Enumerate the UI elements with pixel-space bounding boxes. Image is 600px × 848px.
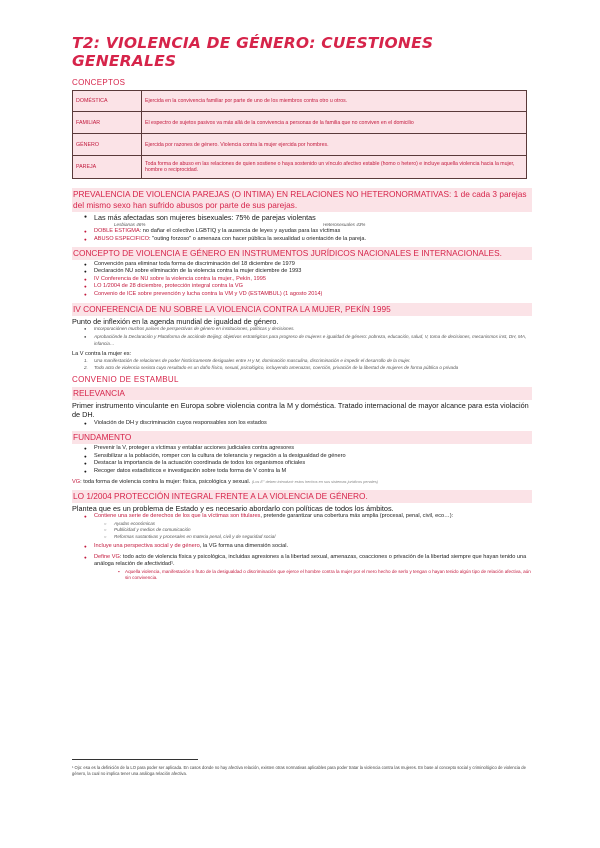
section-heading-concepto: CONCEPTO DE VIOLENCIA E GÉNERO EN INSTRUMENTOS JURÍDICOS NACIONALES E INTERNACIONALES. <box>72 247 532 260</box>
lav-item-text: Una manifestación de relaciones de poder históricamente desiguales entre H y M, dominación masculina, discriminación e impedir el desarrollo de la mujer. <box>94 358 411 364</box>
pekin-lead: Punto de inflexión en la agenda mundial de igualdad de género. <box>72 316 279 326</box>
list-item: ▪ Aquella violencia, manifestación o fruto de la desigualdad o discriminación que ejerce el hombre contra la mujer por el mero hecho de serlo y tengan o hayan tenido algún tipo de relación afectiva, aún sin convivencia. <box>72 569 532 581</box>
lo-list-2 <box>72 543 532 569</box>
document-page <box>72 34 532 581</box>
lo-list <box>72 513 532 521</box>
subheading-fundamento: FUNDAMENTO <box>72 431 532 444</box>
list-item <box>72 228 532 236</box>
vg-label: VG <box>72 478 81 485</box>
list-item: ● LO 1/2004 de 28 diciembre, protección integral contra la VG <box>72 283 532 291</box>
term-cell: FAMILIAR <box>73 112 142 134</box>
lo-derechos-text: , pretende garantizar una cobertura más amplia (procesal, penal, civil, eco…): <box>260 513 454 520</box>
list-item: ○ Publicidad y medios de comunicación <box>72 527 532 533</box>
list-item: ● Prevenir la V, proteger a víctimas y entablar acciones judiciales contra agresores <box>72 445 532 453</box>
doble-estigma-label: DOBLE ESTIGMA <box>94 228 140 235</box>
definition-cell: El espectro de sujetos pasivos va más allá de la convivencia a personas de la familia que no conviven en el domicilio <box>142 112 527 134</box>
list-item <box>72 513 532 521</box>
lav-title: La V contra la mujer es: <box>72 350 132 357</box>
relevancia-text: Primer instrumento vinculante en Europa sobre violencia contra la M y doméstica. Tratado internacional de mayor alcance para esta violación de DH. <box>72 400 529 420</box>
list-item: 2. Todo acto de violencia sexista cuyo resultado es un daño físico, sexual, psicológico, incluyendo amenazas, coerción, privación de la libertad de mujeres de forma pública o privada <box>84 364 459 370</box>
list-item <box>72 236 532 244</box>
section-heading-pekin: IV CONFERENCIA DE NU SOBRE LA VIOLENCIA CONTRA LA MUJER, PEKÍN 1995 <box>72 303 532 316</box>
section-heading-estambul: CONVENIO DE ESTAMBUL <box>72 374 179 384</box>
list-item: ● Las más afectadas son mujeres bisexuales: 75% de parejas violentas <box>72 213 532 222</box>
prevalencia-list-2 <box>72 228 532 243</box>
subheading-relevancia: RELEVANCIA <box>72 387 532 400</box>
lo-lead: Plantea que es un problema de Estado y es necesario abordarlo con políticas de todos los ámbitos. <box>72 504 394 514</box>
vg-text: : toda forma de violencia contra la mujer: física, psicológica y sexual. <box>80 478 251 485</box>
list-item: ● Declaración NU sobre eliminación de la violencia contra la mujer diciembre de 1993 <box>72 268 532 276</box>
section-heading-conceptos: CONCEPTOS <box>72 78 126 87</box>
list-item <box>72 554 532 569</box>
lav-list <box>72 358 532 371</box>
list-item: ● IV Conferencia de NU sobre la violencia contra la mujer., Pekín, 1995 <box>72 276 532 284</box>
sub-stat-lesbianas: Lesbianas 46% <box>114 222 146 227</box>
definition-cell: Ejercida en la convivencia familiar por parte de uno de los miembros contra otro u otros. <box>142 91 527 112</box>
list-item: ● Aprobaciónde la Declaración y Plataforma de acciónde Beijing: objetivos estratégicos para progreso de mujeres e igualdad de género: pobreza, educación, salud, V, toma de decisiones, mecanismos inst, DH, MA, infancia… <box>72 334 532 347</box>
lo-sublist <box>72 521 532 540</box>
table-row <box>73 112 527 134</box>
sub-stat-heterosexuales: Heterosexuales 43% <box>323 222 366 227</box>
instrumentos-list <box>72 261 532 299</box>
list-item: 1. Una manifestación de relaciones de poder históricamente desiguales entre H y M, dominación masculina, discriminación e impedir el desarrollo de la mujer. <box>84 358 411 364</box>
abuso-especifico-label: ABUSO ESPECIFICO <box>94 236 150 242</box>
page-title: T2: VIOLENCIA DE GÉNERO: CUESTIONES GENERALES <box>72 34 434 70</box>
definition-cell: Toda forma de abuso en las relaciones de quien sostiene o haya sostenido un vínculo afectivo estable (homo o hetero) e incluye aquella violencia hacia la mujer, hombre o reciprocidad. <box>142 156 527 179</box>
lo-define-text: : todo acto de violencia física y psicológica, incluidas agresiones a la libertad sexual, amenazas, coacciones o privación de la libertad siempre que hayan tenido una análoga relación de afectividad¹. <box>94 553 527 568</box>
definition-cell: Ejercida por razones de género. Violencia contra la mujer ejercida por hombres. <box>142 134 527 156</box>
footnote: ¹ Ojo: esa es la definición de la LO para poder ser aplicada. En casos donde no hay afectiva relación, existen otras normativas aplicables para poder tratar la violencia contra las mujeres. En base al concepto social y criminológico de violencia de género, la cual no implica tener una análoga relación afectiva. <box>72 765 526 776</box>
table-row <box>73 91 527 112</box>
footnote-divider <box>72 759 198 760</box>
lo-perspectiva-label: Incluye una perspectiva social y de género <box>94 543 200 550</box>
vg-note: (Los E° deben introducir estos hechos en sus sistemas jurídicos penales) <box>251 478 379 484</box>
lo-define-sublist <box>72 569 532 581</box>
table-row <box>73 134 527 156</box>
list-item: ○ Reformas sustantivas y procesales en materia penal, civil y de seguridad social <box>72 534 532 540</box>
list-item: ● Sensibilizar a la población, romper con la cultura de tolerancia y negación a la desigualdad de género <box>72 453 532 461</box>
list-item: ○ Ayudas económicas <box>72 521 532 527</box>
list-item: ● Incorporaciónen muchos países de perspectivas de género en instituciones, políticas y decisiones. <box>72 326 532 333</box>
concepts-table <box>72 90 527 179</box>
list-item: ● Convenio de ICE sobre prevención y lucha contra la VM y VD (ESTAMBUL) (1 agosto 2014) <box>72 291 532 299</box>
lo-derechos-label: Contiene una serie de derechos de los que la víctimas son titulares <box>94 513 261 520</box>
list-item: ● Convención para eliminar toda forma de discriminación del 18 diciembre de 1979 <box>72 261 532 269</box>
pekin-list <box>72 326 532 348</box>
section-heading-prevalencia: PREVALENCIA DE VIOLENCIA PAREJAS (O INTIMA) EN RELACIONES NO HETERONORMATIVAS: 1 de cada 3 parejas del mismo sexo han sufrido abusos por parte de sus parejas. <box>72 188 532 212</box>
lo-define-label: Define VG <box>94 553 120 560</box>
relevancia-list <box>72 420 532 428</box>
list-item: ● Violación de DH y discriminación cuyos responsables son los estados <box>72 420 532 428</box>
doble-estigma-text: : no dañar el colectivo LGBTIQ y la ausencia de leyes y ayudas para las víctimas <box>139 228 341 235</box>
table-row <box>73 156 527 179</box>
lav-item-text: Todo acto de violencia sexista cuyo resultado es un daño físico, sexual, psicológico, incluyendo amenazas, coerción, privación de la libertad de mujeres de forma pública o privada <box>94 364 459 370</box>
list-item: ● Recoger datos estadísticos e investigación sobre toda forma de V contra la M <box>72 468 532 476</box>
prevalencia-list <box>72 213 532 222</box>
term-cell: DOMÉSTICA <box>73 91 142 112</box>
lo-perspectiva-text: , la VG forma una dimensión social. <box>199 543 289 550</box>
fundamento-list <box>72 445 532 475</box>
vg-definition <box>72 478 532 487</box>
list-item <box>72 543 532 551</box>
term-cell: GÉNERO <box>73 134 142 156</box>
abuso-especifico-text: : "outing forzoso" o amenaza con hacer pública la sexualidad u orientación de la pareja. <box>149 236 367 242</box>
term-cell: PAREJA <box>73 156 142 179</box>
list-item: ● Destacar la importancia de la actuación coordinada de todos los organismos oficiales <box>72 460 532 468</box>
section-heading-lo: LO 1/2004 PROTECCIÓN INTEGRAL FRENTE A LA VIOLENCIA DE GÉNERO. <box>72 490 532 503</box>
